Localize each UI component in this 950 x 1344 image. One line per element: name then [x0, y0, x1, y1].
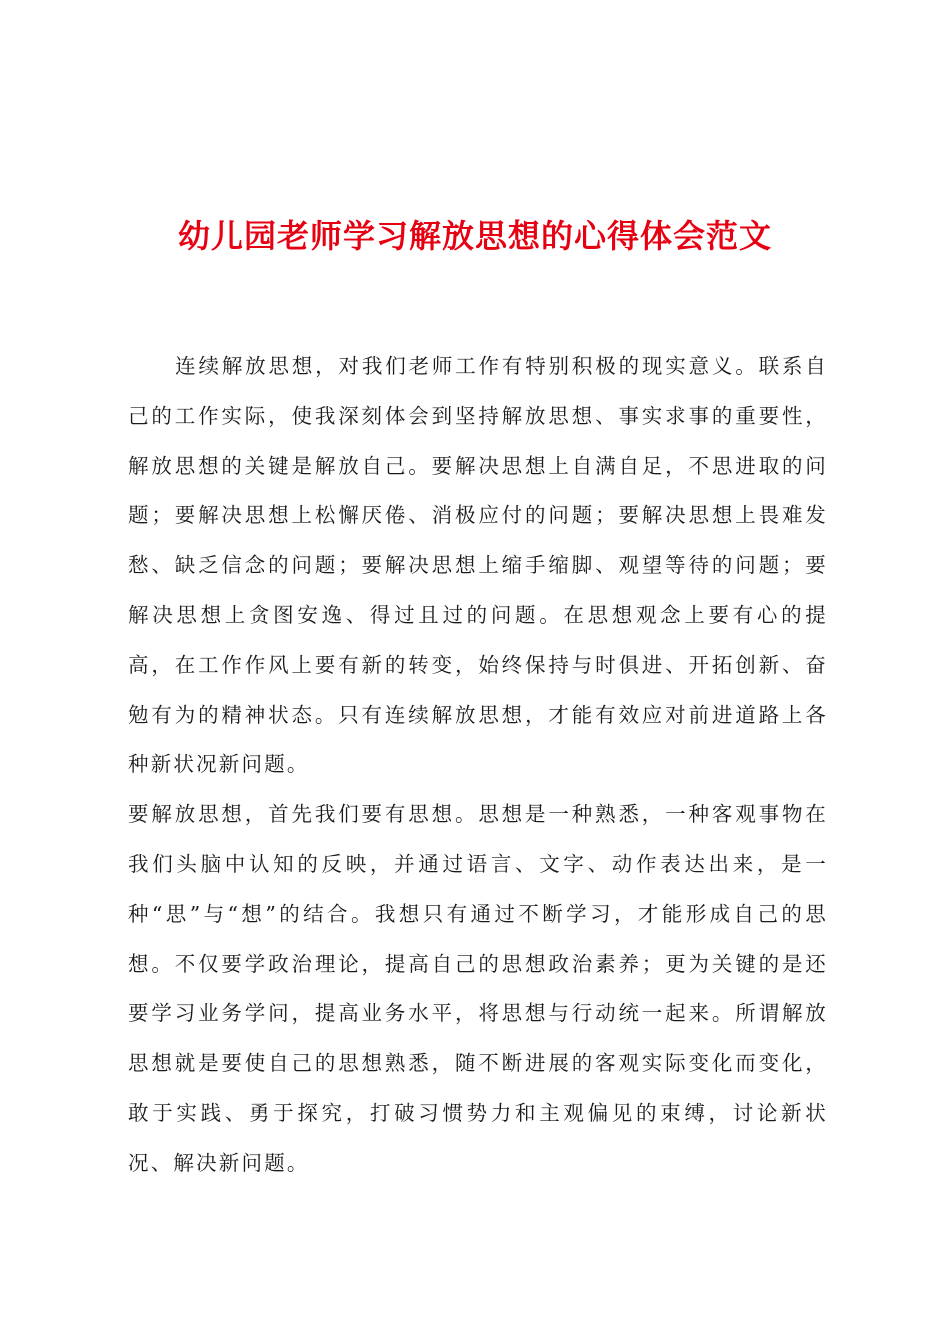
body-paragraph-2: 要解放思想，首先我们要有思想。思想是一种熟悉，一种客观事物在我们头脑中认知的反映，并通过语言、文字、动作表达出来，是一种“思”与“想”的结合。我想只有通过不断学习，才能形成自己的思想。不仅要学政治理论，提高自己的思想政治素养；更为关键的是还要学习业务学问，提高业务水平，将思想与行动统一起来。所谓解放思想就是要使自己的思想熟悉，随不断进展的客观实际变化而变化，敢于实践、勇于探究，打破习惯势力和主观偏见的束缚，讨论新状况、解决新问题。	[128, 802, 828, 1175]
document-body	[128, 342, 828, 1189]
document-title: 幼儿园老师学习解放思想的心得体会范文	[177, 217, 772, 255]
body-paragraph-1: 连续解放思想，对我们老师工作有特别积极的现实意义。联系自己的工作实际，使我深刻体会到坚持解放思想、事实求事的重要性，解放思想的关键是解放自己。要解决思想上自满自足，不思进取的问题；要解决思想上松懈厌倦、消极应付的问题；要解决思想上畏难发愁、缺乏信念的问题；要解决思想上缩手缩脚、观望等待的问题；要解决思想上贪图安逸、得过且过的问题。在思想观念上要有心的提高，在工作作风上要有新的转变，始终保持与时俱进、开拓创新、奋勉有为的精神状态。只有连续解放思想，才能有效应对前进道路上各种新状况新问题。	[128, 354, 828, 777]
